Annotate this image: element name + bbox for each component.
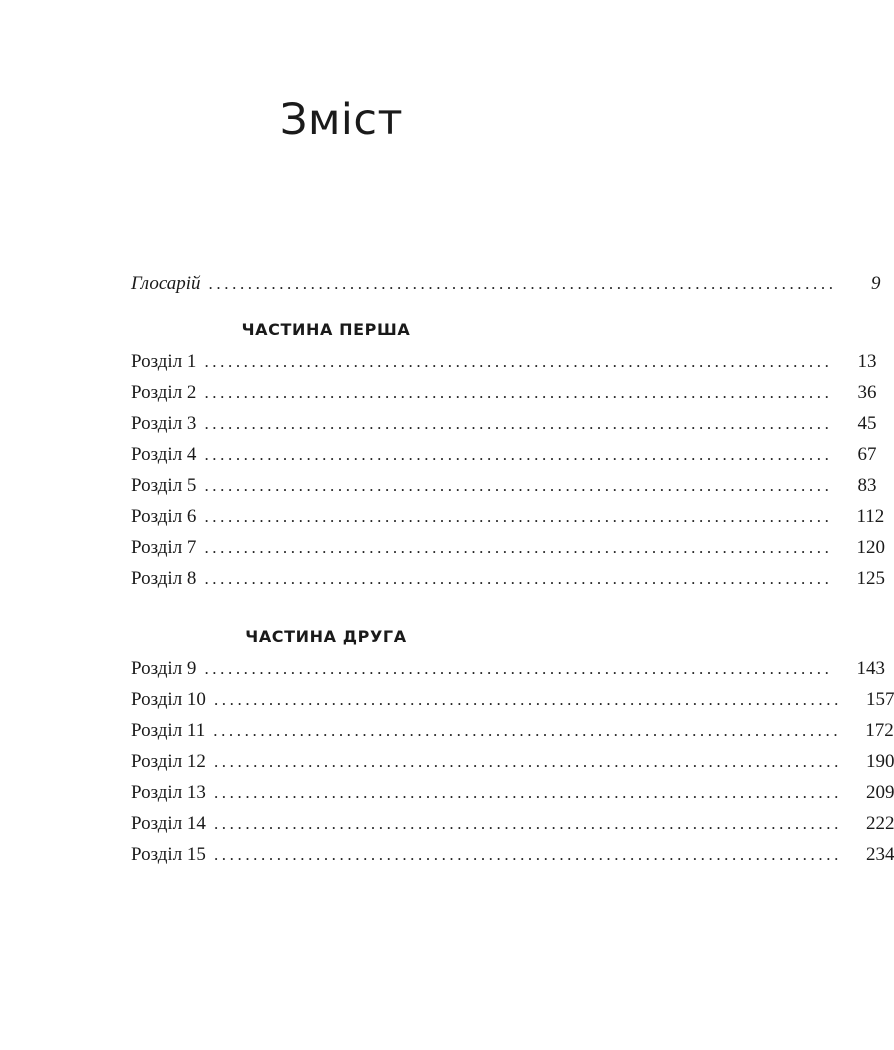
dot-leader: ................................................................................ (204, 352, 833, 371)
dot-leader: ................................................................................ (204, 538, 833, 557)
dot-leader: ................................................................................ (204, 383, 833, 402)
toc-entry-page: 83 (857, 475, 877, 496)
toc-entry-page: 172 (865, 720, 894, 741)
toc-entry-label: Розділ 10 (131, 689, 206, 710)
toc-entry-page: 209 (865, 782, 894, 803)
part-heading-1: ЧАСТИНА ПЕРША (241, 320, 411, 339)
toc-entry[interactable] (131, 808, 894, 839)
dot-leader: ................................................................................ (204, 476, 833, 495)
toc-entry[interactable] (131, 532, 885, 563)
dot-leader: ................................................................................ (213, 814, 842, 833)
toc-entry-page: 143 (856, 658, 885, 679)
toc-entry-page: 222 (865, 813, 894, 834)
toc-entry[interactable] (131, 653, 885, 684)
dot-leader: ................................................................................ (204, 659, 833, 678)
toc-entry-label: Розділ 5 (131, 475, 197, 496)
toc-entry[interactable] (131, 746, 894, 777)
page-title: Зміст (279, 95, 404, 145)
dot-leader: ................................................................................ (213, 845, 842, 864)
dot-leader: ................................................................................ (213, 752, 842, 771)
dot-leader: ................................................................................ (213, 783, 842, 802)
dot-leader: ................................................................................ (204, 507, 833, 526)
toc-entry-label: Розділ 9 (131, 658, 197, 679)
toc-entry[interactable] (131, 377, 877, 408)
toc-entry-label: Розділ 2 (131, 382, 197, 403)
toc-entry-label: Розділ 8 (131, 568, 197, 589)
toc-entry-label: Розділ 3 (131, 413, 197, 434)
toc-entry-glossary[interactable] (131, 268, 881, 299)
toc-entry-label: Розділ 15 (131, 844, 206, 865)
toc-entry[interactable] (131, 563, 885, 594)
part-heading-2: ЧАСТИНА ДРУГА (245, 627, 407, 646)
toc-entry-page: 45 (857, 413, 877, 434)
dot-leader: ................................................................................ (204, 445, 833, 464)
dot-leader: ................................................................................ (204, 569, 833, 588)
dot-leader: ................................................................................ (204, 414, 833, 433)
toc-entry-page: 36 (857, 382, 877, 403)
toc-entry[interactable] (131, 839, 894, 870)
toc-entry[interactable] (131, 470, 877, 501)
table-of-contents (131, 268, 894, 870)
toc-entry-page: 120 (856, 537, 885, 558)
toc-entry-label: Розділ 11 (131, 720, 206, 741)
toc-entry-page: 157 (865, 689, 894, 710)
toc-entry[interactable] (131, 346, 877, 377)
toc-entry[interactable] (131, 777, 894, 808)
toc-entry[interactable] (131, 501, 885, 532)
toc-entry-label: Розділ 1 (131, 351, 197, 372)
toc-entry-label: Розділ 7 (131, 537, 197, 558)
toc-entry-page: 67 (857, 444, 877, 465)
toc-entry-page: 190 (865, 751, 894, 772)
dot-leader: ................................................................................ (213, 690, 842, 709)
toc-entry-label: Розділ 13 (131, 782, 206, 803)
toc-entry-page: 125 (856, 568, 885, 589)
toc-entry[interactable] (131, 439, 877, 470)
toc-entry-label: Глосарій (131, 273, 201, 294)
dot-leader: ................................................................................ (208, 274, 837, 293)
toc-entry[interactable] (131, 408, 877, 439)
toc-entry[interactable] (131, 715, 894, 746)
toc-entry-label: Розділ 4 (131, 444, 197, 465)
toc-entry-page: 9 (871, 273, 881, 294)
toc-entry-label: Розділ 12 (131, 751, 206, 772)
dot-leader: ................................................................................ (213, 721, 842, 740)
toc-entry-page: 13 (857, 351, 877, 372)
toc-entry[interactable] (131, 684, 894, 715)
toc-entry-label: Розділ 14 (131, 813, 206, 834)
toc-entry-page: 234 (865, 844, 894, 865)
toc-entry-page: 112 (856, 506, 885, 527)
toc-entry-label: Розділ 6 (131, 506, 197, 527)
